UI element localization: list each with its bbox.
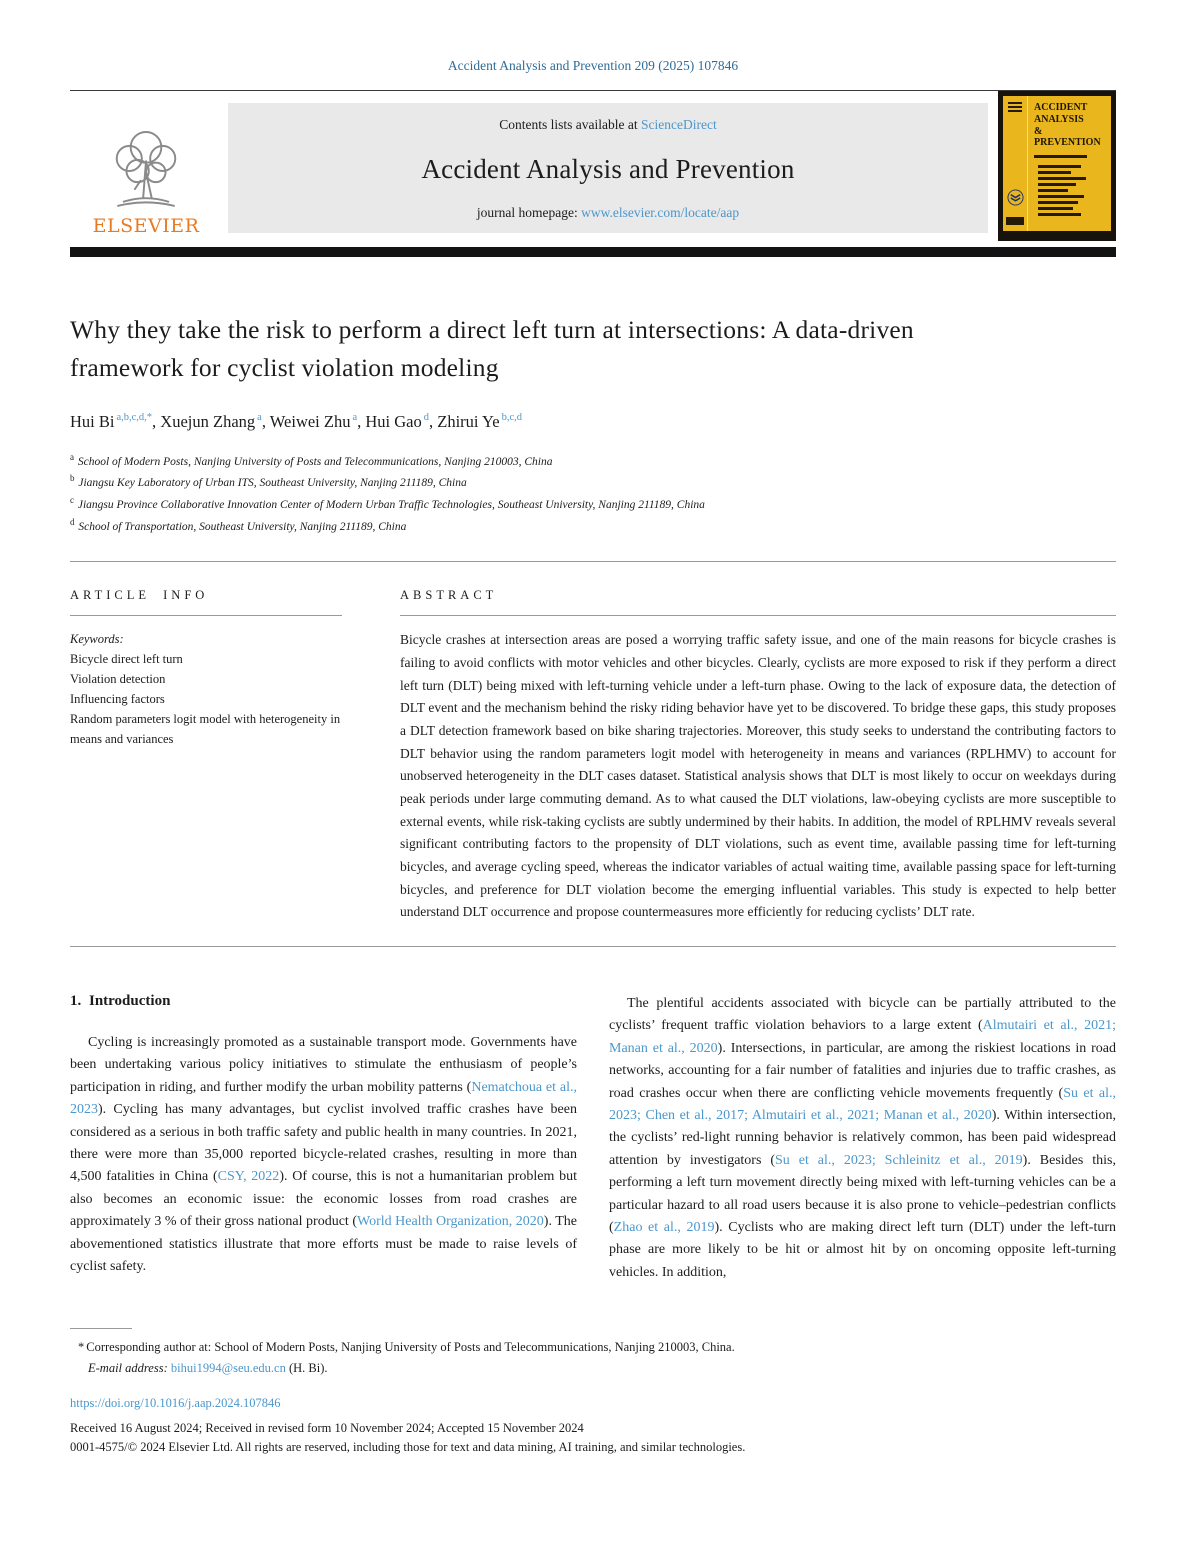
cover-topic-bar bbox=[1038, 171, 1071, 174]
cover-topic-bar bbox=[1038, 213, 1081, 216]
author-superscript-link[interactable]: d bbox=[423, 412, 430, 423]
abstract-column bbox=[400, 588, 1116, 924]
journal-cover-thumbnail[interactable] bbox=[998, 91, 1116, 241]
text-segment: The plentiful accidents associated with bicycle can be partially attributed to the cyclists’ frequent traffic violation behaviors to a large extent ( bbox=[609, 996, 1116, 1034]
text-segment: Cycling is increasingly promoted as a sustainable transport mode. Governments have been undertaking various policy initiatives to stimulate the enthusiasm of people’s participation in riding, and further modify the urban mobility patterns ( bbox=[70, 1035, 577, 1095]
footnote-asterisk: * bbox=[78, 1340, 85, 1354]
copyright-line: 0001-4575/© 2024 Elsevier Ltd. All rights are reserved, including those for text and data mining, AI training, and similar technologies. bbox=[70, 1440, 746, 1455]
text-segment: , Weiwei Zhu bbox=[261, 411, 351, 431]
info-abstract-section bbox=[70, 562, 1116, 924]
keyword: Influencing factors bbox=[70, 692, 165, 707]
introduction-paragraph-left bbox=[70, 1032, 577, 1278]
superscript: c bbox=[70, 495, 74, 506]
text-segment: ). Cyclists who are making direct left turn (DLT) under the left-turn phase are more likely to be hit or almost hit by on oncoming opposite left-turning vehicles. In addition, bbox=[609, 1219, 1116, 1280]
cover-issn-mark bbox=[1008, 106, 1022, 108]
text-segment: ). Besides this, performing a left turn movement directly being mixed with left-turning vehicles can be a particular hazard to all road users because it is also prone to vehicle–pedestrian conflicts ( bbox=[609, 1152, 1116, 1235]
cover-editor-line bbox=[1034, 155, 1087, 158]
cover-issn-mark bbox=[1008, 110, 1022, 112]
journal-title: Accident Analysis and Prevention bbox=[421, 153, 795, 184]
corresponding-author-text: Corresponding author at: School of Modern Posts, Nanjing University of Posts and Telecommunications, Nanjing 210003, China. bbox=[86, 1340, 735, 1354]
email-suffix: (H. Bi). bbox=[288, 1360, 328, 1375]
email-label: E-mail address: bbox=[88, 1360, 168, 1375]
affiliations bbox=[70, 450, 1116, 538]
author-list bbox=[70, 412, 1116, 432]
cover-publisher-icon bbox=[1007, 189, 1024, 211]
contents-prefix: Contents lists available at bbox=[499, 117, 641, 132]
affiliation bbox=[70, 450, 1116, 472]
cover-topic-bar bbox=[1038, 207, 1073, 210]
body-left-column bbox=[70, 993, 577, 1284]
cover-topic-bar bbox=[1038, 177, 1086, 180]
cover-topic-bar bbox=[1038, 189, 1068, 192]
inline-link[interactable]: Su et al., 2023; Chen et al., 2017; Almutairi et al., 2021; Manan et al., 2020 bbox=[609, 1085, 1116, 1123]
text-segment: ). Of course, this is not a humanitarian problem but also becomes an economic issue: the economic losses from road crashes are approximately 3 % of their gross national product ( bbox=[70, 1169, 577, 1230]
introduction-paragraph-right bbox=[609, 993, 1116, 1284]
author-superscript-link[interactable]: a bbox=[352, 412, 358, 423]
doi-link[interactable]: https://doi.org/10.1016/j.aap.2024.107846 bbox=[70, 1396, 281, 1411]
journal-reference: Accident Analysis and Prevention 209 (2025) 107846 bbox=[447, 58, 739, 73]
elsevier-logo[interactable] bbox=[70, 91, 228, 241]
header-bottom-bar bbox=[70, 247, 1116, 257]
contents-line bbox=[238, 117, 978, 133]
homepage-prefix: journal homepage: bbox=[476, 205, 582, 220]
keyword: Violation detection bbox=[70, 672, 166, 687]
text-segment: School of Modern Posts, Nanjing University of Posts and Telecommunications, Nanjing 210003, China bbox=[75, 455, 553, 468]
article-info-column bbox=[70, 588, 342, 924]
author-superscript-link[interactable]: b,c,d bbox=[501, 412, 523, 423]
keywords-label: Keywords: bbox=[70, 632, 124, 647]
abstract-heading: ABSTRACT bbox=[400, 588, 498, 603]
cover-issn-mark bbox=[1008, 102, 1022, 104]
cover-topic-bar bbox=[1038, 165, 1081, 168]
inline-link[interactable]: Zhao et al., 2019 bbox=[613, 1219, 715, 1235]
article-body bbox=[70, 993, 1116, 1284]
cover-side-strip bbox=[1003, 96, 1028, 231]
journal-homepage-link[interactable]: www.elsevier.com/locate/aap bbox=[581, 205, 740, 220]
journal-cover-art bbox=[1003, 96, 1111, 231]
text-segment: ). The abovementioned statistics illustrate that more efforts must be made to raise levels of cyclist safety. bbox=[70, 1214, 577, 1274]
inline-link[interactable]: World Health Organization, 2020 bbox=[356, 1214, 544, 1230]
keywords-list bbox=[70, 649, 342, 749]
affiliation bbox=[70, 515, 1116, 537]
article-info-heading: ARTICLE INFO bbox=[70, 588, 209, 603]
cover-title bbox=[1034, 102, 1107, 149]
cover-topic-bar bbox=[1038, 201, 1078, 204]
affiliation bbox=[70, 493, 1116, 515]
journal-header bbox=[70, 91, 1116, 241]
author-superscript-link[interactable]: a bbox=[257, 412, 262, 423]
text-segment: , Xuejun Zhang bbox=[152, 411, 256, 431]
inline-link[interactable]: Su et al., 2023; Schleinitz et al., 2019 bbox=[775, 1152, 1023, 1168]
journal-banner bbox=[228, 103, 988, 233]
text-segment: Jiangsu Province Collaborative Innovation Center of Modern Urban Traffic Technologies, Southeast University, Nanjing 211189, China bbox=[75, 499, 705, 512]
keyword: Random parameters logit model with heterogeneity in means and variances bbox=[70, 712, 341, 747]
superscript: d bbox=[70, 517, 75, 528]
abstract-bottom-divider bbox=[70, 946, 1116, 947]
inline-link[interactable]: CSY, 2022 bbox=[217, 1169, 280, 1185]
keyword: Bicycle direct left turn bbox=[70, 652, 183, 667]
homepage-line bbox=[238, 205, 978, 221]
cover-title-line: ANALYSIS bbox=[1034, 113, 1084, 125]
text-segment: , Hui Gao bbox=[357, 411, 422, 431]
footnote-area bbox=[70, 1328, 1116, 1455]
article-title: Why they take the risk to perform a direct left turn at intersections: A data-driven framework for cyclist violation modeling bbox=[70, 315, 914, 383]
text-segment: Jiangsu Key Laboratory of Urban ITS, Southeast University, Nanjing 211189, China bbox=[75, 477, 467, 490]
abstract-text: Bicycle crashes at intersection areas are posed a worrying traffic safety issue, and one of the main reasons for bicycle crashes is failing to avoid conflicts with motor vehicles and other bicycles. Clearly, cyclists are more exposed to risk if they perform a direct left turn (DLT) being mixed with left-turning vehicle under a left-turn phase. Owing to the lack of exposure data, the detection of DLT event and the mechanism behind the risky riding behavior have yet to be discovered. To bridge these gaps, this study proposes a DLT detection framework based on bike sharing trajectories. Moreover, this study seeks to understand the contributing factors to DLT behavior using the random parameters logit model with heterogeneity in means and variances (RPLHMV) to account for unobserved heterogeneity in the DLT cases dataset. Statistical analysis shows that DLT is most likely to occur on weekdays during peak periods under large commuting demand. As to what caused the DLT violations, law-obeying cyclists are more susceptible to external events, while risk-taking cyclists are subtly undermined by their habits. In addition, the model of RPLHMV reveals several significant contributing factors to the propensity of DLT violations, such as event time, available passing time for left-turning bicycles, and average cycling speed, whereas the indicator variables of actual waiting time, available passing space for left-turning bicycles, and preference for DLT violation become the emerging influential variables. This study is expected to help better understand DLT occurrence and propose countermeasures more efficiently for reducing cyclists’ DLT rate. bbox=[400, 632, 1116, 920]
cover-main-panel bbox=[1028, 96, 1111, 231]
cover-topic-bar bbox=[1038, 195, 1084, 198]
author-superscript-link[interactable]: a,b,c,d,* bbox=[116, 412, 153, 423]
inline-link[interactable]: Nematchoua et al., 2023 bbox=[70, 1079, 577, 1118]
elsevier-wordmark: ELSEVIER bbox=[92, 215, 200, 237]
cover-topic-bar bbox=[1038, 183, 1076, 186]
cover-title-line: & bbox=[1034, 125, 1043, 137]
abstract-rule bbox=[400, 615, 1116, 616]
email-link[interactable]: bihui1994@seu.edu.cn bbox=[170, 1360, 286, 1375]
text-segment: , Zhirui Ye bbox=[429, 411, 500, 431]
text-segment: ). Intersections, in particular, are among the riskiest locations in road networks, accounting for a fair number of fatalities and injuries due to traffic crashes, as road crashes occur when there are conflicting vehicle movements frequently ( bbox=[609, 1040, 1116, 1101]
text-segment: ). Within intersection, the cyclists’ red-light running behavior is relatively common, has been paid widespread attention by investigators ( bbox=[609, 1108, 1116, 1168]
article-history: Received 16 August 2024; Received in revised form 10 November 2024; Accepted 15 November 2024 bbox=[70, 1421, 584, 1436]
cover-footer-mark bbox=[1006, 217, 1024, 225]
superscript: a bbox=[70, 451, 74, 462]
introduction-heading: 1. Introduction bbox=[70, 993, 171, 1010]
body-right-column bbox=[609, 993, 1116, 1284]
elsevier-tree-icon bbox=[103, 125, 189, 217]
sciencedirect-link[interactable]: ScienceDirect bbox=[641, 117, 717, 132]
text-segment: Hui Bi bbox=[70, 411, 115, 431]
article-info-rule bbox=[70, 615, 342, 616]
superscript: b bbox=[70, 473, 75, 484]
cover-topic-list bbox=[1034, 165, 1107, 216]
text-segment: ). Cycling has many advantages, but cyclist involved traffic crashes have been considered as a serious in both traffic safety and public health in many countries. In 2021, there were more than 35,000 reported bicycle-related crashes, resulting in more than 4,500 fatalities in China ( bbox=[70, 1102, 577, 1185]
cover-title-line: PREVENTION bbox=[1034, 137, 1101, 149]
footnote-rule bbox=[70, 1328, 132, 1329]
text-segment: School of Transportation, Southeast University, Nanjing 211189, China bbox=[75, 521, 407, 534]
corresponding-author-note bbox=[70, 1337, 1116, 1358]
cover-title-line: ACCIDENT bbox=[1034, 102, 1088, 113]
affiliation bbox=[70, 471, 1116, 493]
inline-link[interactable]: Almutairi et al., 2021; Manan et al., 2020 bbox=[609, 1018, 1116, 1056]
email-line bbox=[70, 1358, 1116, 1379]
